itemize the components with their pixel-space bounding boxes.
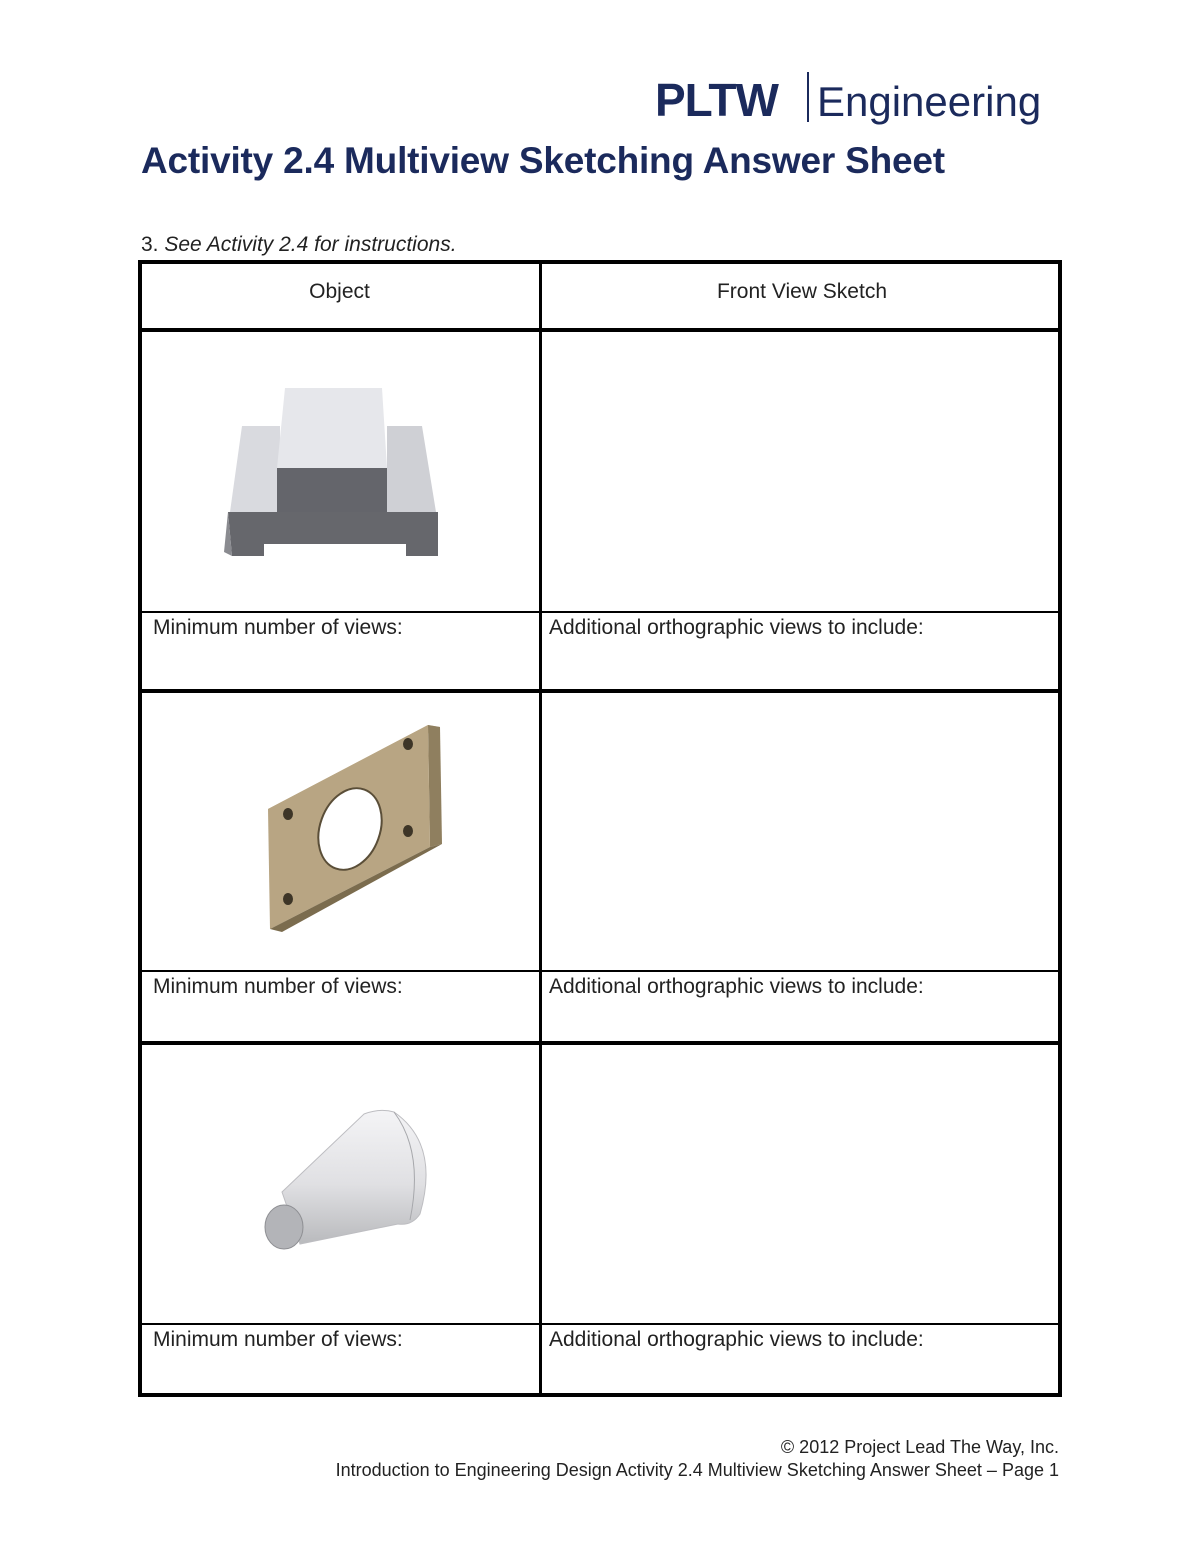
plate-with-holes-icon [260, 719, 450, 939]
logo-product: Engineering [817, 78, 1042, 125]
page-title: Activity 2.4 Multiview Sketching Answer Sheet [141, 140, 945, 181]
instruction-text: See Activity 2.4 for instructions. [164, 233, 457, 256]
footer-copyright: © 2012 Project Lead The Way, Inc. [780, 1437, 1059, 1457]
column-divider [539, 264, 542, 1393]
instruction-number: 3. [141, 233, 159, 256]
additional-views-label-1: Additional orthographic views to include: [549, 616, 924, 639]
min-views-label-3: Minimum number of views: [153, 1328, 403, 1351]
column-header-object: Object [309, 280, 370, 303]
stepped-block-icon [222, 382, 442, 567]
row-2-bottom [142, 1041, 1058, 1045]
header-divider [142, 328, 1058, 332]
cone-frustum-icon [252, 1104, 442, 1259]
additional-views-label-2: Additional orthographic views to include: [549, 975, 924, 998]
logo-divider [807, 72, 809, 122]
pltw-engineering-logo [655, 70, 1055, 126]
row-3-divider [142, 1323, 1058, 1325]
footer-page-line: Introduction to Engineering Design Activity 2.4 Multiview Sketching Answer Sheet – Page 1 [335, 1460, 1059, 1480]
instruction [141, 233, 457, 257]
column-header-front-view: Front View Sketch [716, 280, 888, 303]
min-views-label-2: Minimum number of views: [153, 975, 403, 998]
row-1-divider [142, 611, 1058, 613]
answer-table [138, 260, 1062, 1397]
logo-brand: PLTW [655, 74, 778, 126]
row-2-divider [142, 970, 1058, 972]
row-1-bottom [142, 689, 1058, 693]
additional-views-label-3: Additional orthographic views to include: [549, 1328, 924, 1351]
min-views-label-1: Minimum number of views: [153, 616, 403, 639]
